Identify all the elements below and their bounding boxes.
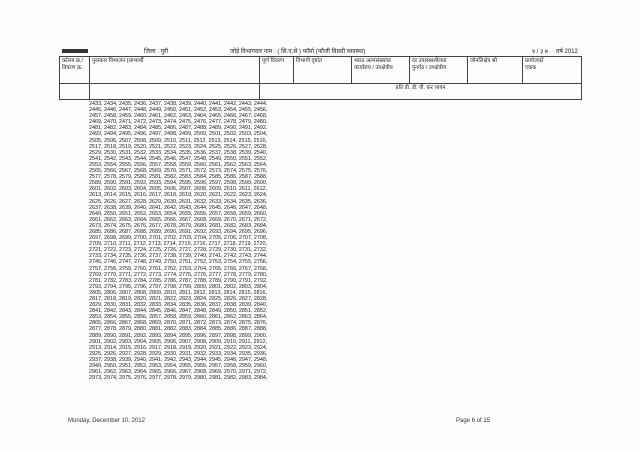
list-line: 2721, 2722, 2723, 2724, 2725, 2726, 2727, 2728, 2729, 2730, 2731, 2732, xyxy=(89,247,268,254)
list-line: 2973, 2974, 2975, 2976, 2977, 2978, 2979, 2980, 2981, 2982, 2983, 2984, xyxy=(89,375,268,382)
list-line: 2661, 2662, 2663, 2664, 2665, 2666, 2667, 2668, 2669, 2670, 2671, 2672, xyxy=(89,216,268,223)
list-line: 2637, 2638, 2639, 2640, 2641, 2642, 2643, 2644, 2645, 2646, 2647, 2648, xyxy=(89,204,268,211)
list-line: 2481, 2482, 2483, 2484, 2485, 2486, 2487, 2488, 2489, 2490, 2491, 2492, xyxy=(89,125,268,132)
list-line: 2577, 2578, 2579, 2580, 2581, 2582, 2583, 2584, 2585, 2586, 2587, 2588, xyxy=(89,174,268,181)
header-table xyxy=(59,56,582,100)
list-line: 2709, 2710, 2711, 2712, 2713, 2714, 2715, 2716, 2717, 2718, 2719, 2720, xyxy=(89,241,268,248)
list-line: 2829, 2830, 2831, 2832, 2833, 2834, 2835, 2836, 2837, 2838, 2839, 2840, xyxy=(89,302,268,309)
sub-cell-2 xyxy=(90,84,260,100)
list-line: 2613, 2614, 2615, 2616, 2617, 2618, 2619, 2620, 2621, 2622, 2623, 2624, xyxy=(89,192,268,199)
scan-mark xyxy=(62,49,88,53)
list-line: 2733, 2734, 2735, 2736, 2737, 2738, 2739, 2740, 2741, 2742, 2743, 2744, xyxy=(89,253,268,260)
list-line: 2553, 2554, 2555, 2556, 2557, 2558, 2559, 2560, 2561, 2562, 2563, 2564, xyxy=(89,161,268,168)
list-line: 2877, 2878, 2879, 2880, 2881, 2882, 2883, 2884, 2885, 2886, 2887, 2888, xyxy=(89,326,268,333)
list-line: 2697, 2698, 2699, 2700, 2701, 2702, 2703, 2704, 2705, 2706, 2707, 2708, xyxy=(89,235,268,242)
list-line: 2601, 2602, 2603, 2604, 2605, 2606, 2607, 2608, 2609, 2610, 2611, 2612, xyxy=(89,186,268,193)
list-line: 2541, 2542, 2543, 2544, 2545, 2546, 2547, 2548, 2549, 2550, 2551, 2552, xyxy=(89,155,268,162)
col-details-header: पूर्ण विवरण xyxy=(260,57,294,84)
list-line: 2925, 2926, 2927, 2928, 2929, 2930, 2931, 2932, 2933, 2934, 2935, 2936, xyxy=(89,350,268,357)
district-label: जिला : पुरी xyxy=(144,49,169,55)
list-line: 2853, 2854, 2855, 2856, 2857, 2858, 2859, 2860, 2861, 2862, 2863, 2864, xyxy=(89,314,268,321)
list-line: 2565, 2566, 2567, 2568, 2569, 2570, 2571, 2572, 2573, 2574, 2575, 2576, xyxy=(89,168,268,175)
list-line: 2841, 2842, 2843, 2844, 2845, 2846, 2847, 2848, 2849, 2850, 2851, 2852, xyxy=(89,308,268,315)
col-zone-header: जोनलिक्षेत्र श्री xyxy=(468,57,523,84)
col-availability-header: दर उपलब्धशीलता पुनर्गठ / उपक्षेत्रीय xyxy=(410,57,468,84)
list-line: 2865, 2866, 2867, 2868, 2869, 2870, 2871, 2872, 2873, 2874, 2875, 2876, xyxy=(89,320,268,327)
list-line: 2457, 2458, 2459, 2460, 2461, 2462, 2463, 2464, 2465, 2466, 2467, 2468, xyxy=(89,113,268,120)
year-label: वर्ष 2012 xyxy=(556,49,578,55)
list-line: 2961, 2962, 2963, 2964, 2965, 2966, 2967, 2968, 2969, 2970, 2971, 2972, xyxy=(89,369,268,376)
list-line: 2817, 2818, 2819, 2820, 2821, 2822, 2823, 2824, 2825, 2826, 2827, 2828, xyxy=(89,296,268,302)
list-line: 2493, 2494, 2495, 2496, 2497, 2498, 2499, 2500, 2501, 2502, 2503, 2504, xyxy=(89,131,268,138)
list-line: 2685, 2686, 2687, 2688, 2689, 2690, 2691, 2692, 2693, 2694, 2695, 2696, xyxy=(89,228,268,235)
list-line: 2937, 2938, 2939, 2940, 2941, 2942, 2943, 2944, 2945, 2946, 2947, 2948, xyxy=(89,356,268,363)
list-line: 2469, 2470, 2471, 2472, 2473, 2474, 2475, 2476, 2477, 2478, 2479, 2480, xyxy=(89,119,268,126)
list-line: 2517, 2518, 2519, 2520, 2521, 2522, 2523, 2524, 2525, 2526, 2527, 2528, xyxy=(89,143,268,150)
footer-page: Page 6 of 15 xyxy=(456,418,491,424)
tax-subheader: प्रति डी. डी. वी. कर व्ययन xyxy=(260,84,582,100)
serial-number-list xyxy=(89,101,315,413)
list-line: 2445, 2446, 2447, 2448, 2449, 2450, 2451, 2452, 2453, 2454, 2455, 2456, xyxy=(89,107,268,114)
page-number: ४ / ३ ७ xyxy=(532,49,549,55)
sub-cell-1 xyxy=(60,84,90,100)
list-line: 2805, 2806, 2807, 2808, 2809, 2810, 2811, 2812, 2813, 2814, 2815, 2816, xyxy=(89,289,268,296)
list-line: 2745, 2746, 2747, 2748, 2749, 2750, 2751, 2752, 2753, 2754, 2755, 2756, xyxy=(89,259,268,266)
footer-date: Monday, December 10, 2012 xyxy=(68,418,145,424)
list-line: 2529, 2530, 2531, 2532, 2533, 2534, 2535, 2536, 2537, 2538, 2539, 2540, xyxy=(89,149,268,156)
list-line: 2649, 2650, 2651, 2652, 2653, 2654, 2655, 2656, 2657, 2658, 2659, 2660, xyxy=(89,210,268,217)
list-line: 2793, 2794, 2795, 2796, 2797, 2798, 2799, 2800, 2801, 2802, 2803, 2804, xyxy=(89,283,268,290)
col-department-header: विभागी दृष्टांत xyxy=(294,57,352,84)
col-office-header: भारत अल्पसंख्यांक कार्यालय / उपक्षेत्रीय xyxy=(352,57,410,84)
list-line: 2901, 2902, 2903, 2904, 2905, 2906, 2907, 2908, 2909, 2910, 2911, 2912, xyxy=(89,338,268,345)
list-line: 2589, 2590, 2591, 2592, 2593, 2594, 2595, 2596, 2597, 2598, 2599, 2600, xyxy=(89,180,268,187)
list-line: 2757, 2758, 2759, 2760, 2761, 2762, 2763, 2764, 2765, 2766, 2767, 2768, xyxy=(89,265,268,272)
list-line: 2673, 2674, 2675, 2676, 2677, 2678, 2679, 2680, 2681, 2682, 2683, 2684, xyxy=(89,222,268,229)
list-line: 2625, 2626, 2627, 2628, 2629, 2630, 2631, 2632, 2633, 2634, 2635, 2636, xyxy=(89,198,268,205)
list-line: 2949, 2950, 2951, 2952, 2953, 2954, 2955, 2956, 2957, 2958, 2959, 2960, xyxy=(89,363,268,370)
col-beneficiary-header: पुरस्कार विभाजन (लाभार्थी xyxy=(90,57,260,84)
col-serial-header: कॉलम क्र./ विवरण क्र. xyxy=(60,57,90,84)
list-line: 2505, 2506, 2507, 2508, 2509, 2510, 2511, 2512, 2513, 2514, 2515, 2516, xyxy=(89,137,268,144)
col-sponsor-header: प्रायोजकों एकक xyxy=(523,57,582,84)
list-line: 2781, 2782, 2783, 2784, 2785, 2786, 2787, 2788, 2789, 2790, 2791, 2792, xyxy=(89,277,268,284)
list-line: 2889, 2890, 2891, 2892, 2893, 2894, 2895, 2896, 2897, 2898, 2899, 2900, xyxy=(89,332,268,339)
list-line: 2769, 2770, 2771, 2772, 2773, 2774, 2775, 2776, 2777, 2778, 2779, 2780, xyxy=(89,271,268,278)
list-line: 2913, 2914, 2915, 2916, 2917, 2918, 2919, 2920, 2921, 2922, 2923, 2924, xyxy=(89,344,268,351)
scheme-title: जोड़े विभागवार नाम : ( सि.ए.से ) फॉर्मा (फौजी विप्रधी व्यवस्था) xyxy=(230,49,366,55)
list-line: 2433, 2434, 2435, 2436, 2437, 2438, 2439, 2440, 2441, 2442, 2443, 2444, xyxy=(89,101,268,107)
